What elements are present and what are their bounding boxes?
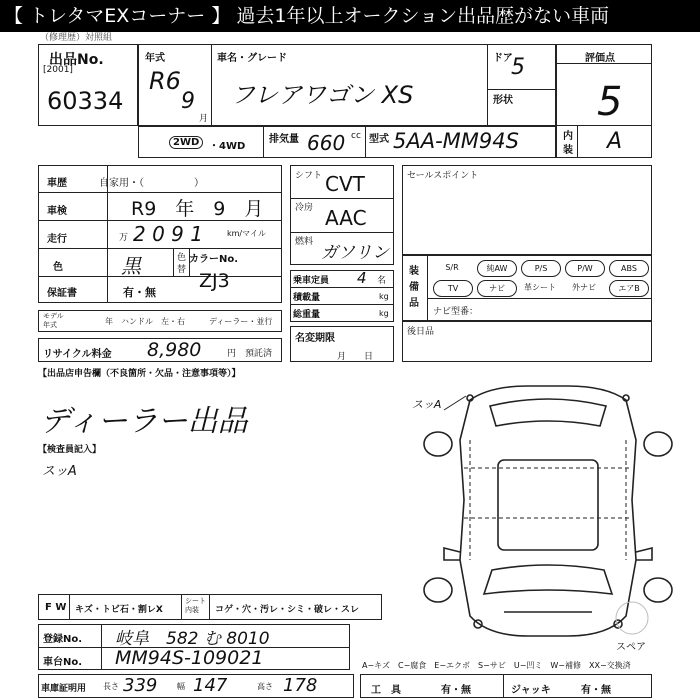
reg-value: 岐阜 582 む 8010: [115, 629, 270, 649]
shift-label: シフト: [295, 171, 323, 181]
height-value: 178: [283, 675, 318, 696]
vehicle-header-box: [138, 44, 556, 126]
name-change-box: [290, 326, 394, 362]
model-year-label-2: 年式: [43, 321, 57, 329]
width-value: 147: [193, 675, 228, 696]
capacity-value: 4: [357, 269, 367, 287]
ac-label: 冷房: [295, 203, 314, 213]
doors-label: ドア: [493, 53, 513, 64]
jack-label: ジャッキ: [511, 685, 551, 696]
mileage-value: 2 0 9 1: [133, 222, 203, 246]
color-code-value: ZJ3: [199, 270, 230, 292]
after-box: [402, 321, 652, 362]
lot-number: 60334: [47, 87, 124, 115]
load-unit: kg: [379, 292, 389, 301]
score-label: 評価点: [585, 53, 615, 64]
history-value: 自家用・（ ）: [99, 178, 204, 189]
equipment-option: 純AW: [477, 260, 517, 277]
registration-box: [38, 624, 350, 670]
ac-value: AAC: [325, 206, 367, 230]
jack-value: 有・無: [581, 685, 611, 696]
color-code-label: カラーNo.: [189, 254, 239, 265]
equipment-option: TV: [433, 280, 473, 297]
capacity-unit: 名: [377, 276, 387, 286]
shift-value: CVT: [325, 172, 365, 196]
handle-text: ハンドル 左・右: [121, 317, 185, 326]
name-value: フレアワゴン XS: [231, 81, 414, 109]
recycle-value: 8,980: [147, 339, 202, 361]
equipment-option: ABS: [609, 260, 649, 277]
interior-label-1: 内: [563, 131, 573, 142]
chassis-value: MM94S-109021: [115, 647, 264, 669]
doors-value: 5: [511, 55, 525, 80]
page-banner: 【 トレタマEXコーナー 】 過去1年以上オークション出品歴がない車両: [0, 0, 700, 32]
drive-4wd: ・4WD: [209, 141, 246, 152]
after-label: 後日品: [407, 327, 435, 337]
tools-value: 有・無: [441, 685, 471, 696]
reg-label: 登録No.: [43, 634, 83, 645]
fw-row: [38, 594, 382, 620]
mileage-man: 万: [119, 233, 129, 243]
recycle-unit: 円 預託済: [227, 349, 273, 359]
disp-value: 660: [307, 131, 346, 155]
sub-header: （修理歴）対照組: [40, 33, 113, 43]
gross-unit: kg: [379, 309, 389, 318]
equipment-box: [402, 255, 652, 321]
mileage-unit: km/マイル: [227, 229, 266, 238]
equipment-option: 革シート: [524, 283, 556, 292]
remarks-label: 【出品店申告欄（不良箇所・欠品・注意事項等）】: [38, 369, 241, 379]
fw-label: F W: [45, 602, 67, 613]
color-label: 色: [53, 262, 63, 273]
month-unit: 月: [199, 114, 209, 124]
year-label: 年式: [145, 53, 165, 64]
cert-label: 車庫証明用: [41, 684, 87, 694]
equipment-option: エアB: [609, 280, 649, 297]
recycle-row: [38, 338, 282, 362]
shape-label: 形状: [493, 95, 513, 106]
model-year-unit: 年: [105, 317, 113, 326]
specs-box: [290, 165, 394, 265]
equipment-option: ナビ: [477, 280, 517, 297]
load-label: 積載量: [293, 293, 321, 303]
car-damage-diagram: [400, 380, 690, 650]
height-label: 高さ: [257, 682, 273, 691]
name-change-unit: 月 日: [337, 352, 374, 362]
lot-stamp: [2001]: [43, 65, 73, 75]
disp-unit: cc: [351, 131, 361, 141]
capacity-box: [290, 270, 394, 322]
seat-label: シート内装: [185, 597, 206, 614]
drive-2wd: 2WD: [169, 136, 203, 149]
garage-cert-row: [38, 674, 354, 698]
equipment-option: 外ナビ: [572, 283, 596, 292]
fw-text: キズ・トビ石・割レX: [75, 605, 163, 615]
chassis-label: 車台No.: [43, 657, 83, 668]
score-value: 5: [597, 79, 623, 125]
score-box: [556, 44, 652, 158]
mileage-label: 走行: [47, 234, 67, 245]
interior-value: A: [607, 129, 623, 154]
equipment-label: 装備品: [409, 266, 419, 309]
inspector-label: 【検査員記入】: [38, 445, 102, 455]
diagram-annotation: スッA: [412, 398, 442, 411]
navi-label: ナビ型番：: [433, 307, 479, 317]
color-value: 黒: [121, 254, 141, 278]
fuel-value: ガソリン: [321, 243, 389, 263]
gross-label: 総重量: [293, 310, 321, 320]
year-value: R6: [149, 67, 181, 95]
width-label: 幅: [177, 682, 185, 691]
model-label: 型式: [369, 134, 389, 145]
lot-label: 出品No.: [49, 52, 104, 68]
warranty-label: 保証書: [47, 288, 77, 299]
tools-row: [360, 674, 652, 698]
damage-legend: A−キズ C−腐食 E−エクボ S−サビ U−凹ミ W−補修 XX−交換済: [362, 661, 631, 670]
drive-row: [138, 126, 556, 158]
dealer-text: ディーラー・並行: [209, 317, 273, 326]
fuel-label: 燃料: [295, 237, 314, 247]
model-year-label-1: モデル: [43, 312, 64, 320]
name-change-label: 名変期限: [295, 333, 335, 344]
lot-box: [38, 44, 138, 126]
model-value: 5AA-MM94S: [393, 129, 519, 153]
seat-text: コゲ・穴・汚レ・シミ・破レ・スレ: [215, 605, 360, 615]
sales-point-box: [402, 165, 652, 255]
history-label: 車歴: [47, 178, 67, 189]
disp-label: 排気量: [269, 134, 299, 145]
color-swap-2: 替: [177, 265, 187, 275]
warranty-value: 有・無: [123, 286, 156, 299]
inspection-label: 車検: [47, 206, 67, 217]
month-value: 9: [181, 89, 195, 114]
spare-label: スペア: [616, 642, 646, 653]
name-label: 車名・グレード: [217, 53, 287, 64]
history-box: [38, 165, 282, 303]
inspection-value: R9 年 9 月: [131, 198, 264, 220]
equipment-option: P/S: [521, 260, 561, 277]
sales-point-label: セールスポイント: [407, 171, 479, 181]
capacity-label: 乗車定員: [293, 276, 330, 286]
interior-label-2: 装: [563, 145, 573, 156]
equipment-option: P/W: [565, 260, 605, 277]
len-value: 339: [123, 675, 158, 696]
recycle-label: リサイクル料金: [43, 349, 112, 360]
len-label: 長さ: [103, 682, 119, 691]
model-year-row: [38, 310, 282, 332]
equipment-option: S/R: [445, 263, 459, 272]
tools-label: 工 具: [371, 685, 401, 696]
color-swap-1: 色: [177, 253, 187, 263]
remarks-text: ディーラー出品: [40, 404, 248, 439]
inspector-text: スッA: [42, 464, 77, 479]
